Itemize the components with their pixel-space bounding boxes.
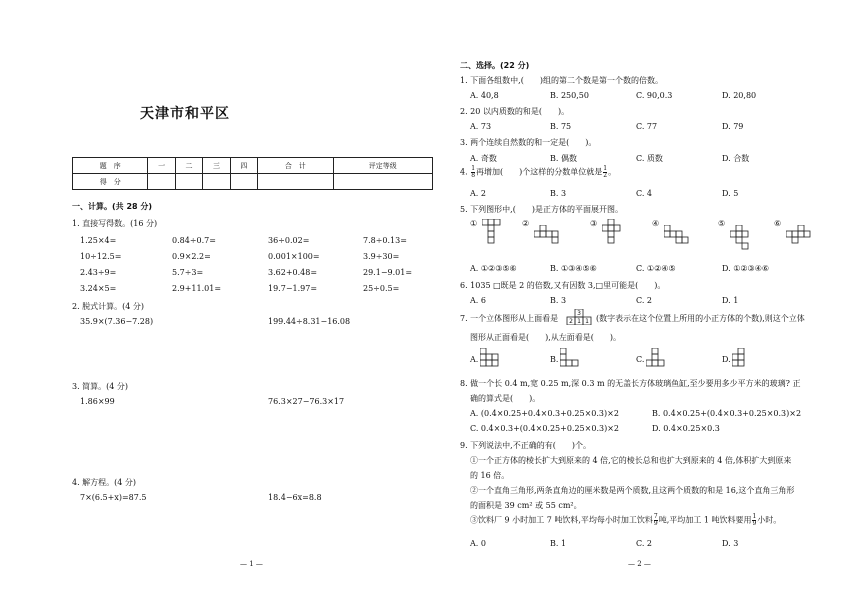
q4-number: 4. [460,167,468,177]
option[interactable]: D. 合数 [722,154,750,163]
statement: ①一个正方体的棱长扩大到原来的 4 倍,它的棱长总和也扩大到原来的 4 倍,体积扩大到原来 [470,456,792,465]
statement: 的 16 倍。 [470,471,510,480]
option[interactable]: D. 5 [722,189,739,198]
question-stem: 6. 1035 □既是 2 的倍数,又有因数 3,□里可能是( )。 [460,281,666,290]
question-stem: 8. 做一个长 0.4 m,宽 0.25 m,深 0.3 m 的无盖长方体玻璃鱼缸,至少要用多少平方米的玻璃? 正 [460,379,801,388]
score-header-cell: 三 [203,158,230,174]
question-label: 3. 简算。(4 分) [72,382,129,391]
option[interactable]: B. 3 [550,189,567,198]
option[interactable]: B. 250,50 [550,91,589,100]
option[interactable]: D. 3 [722,539,739,548]
option[interactable]: A. 2 [470,189,486,198]
fraction: $\frac{1}{9}$ [752,513,757,527]
figure-mark: ② [522,219,530,228]
fraction: $\frac{7}{9}$ [653,513,658,527]
calc-item: 29.1−9.01= [363,268,413,277]
option[interactable]: A. 奇数 [470,154,497,163]
section-heading: 二、选择。(22 分) [460,61,530,70]
fraction: $\frac{1}{2}$ [603,165,608,179]
option[interactable]: D. 0.4×0.25×0.3 [652,424,720,433]
option[interactable]: D. ①②③④⑥ [722,264,770,273]
score-header-cell: 一 [148,158,175,174]
expression: 1.86×99 [80,397,115,406]
option[interactable]: D. 20,80 [722,91,757,100]
option[interactable]: B. [550,355,559,364]
option[interactable]: A. 6 [470,296,486,305]
question-stem: 确的算式是( )。 [470,394,541,403]
top-view-number: 3 [577,310,581,317]
option[interactable]: A. [470,355,479,364]
top-view-number: 1 [577,318,581,325]
figure-mark: ① [470,219,478,228]
question-stem: 2. 20 以内质数的和是( )。 [460,107,570,116]
view-figure [480,348,506,368]
q4-post: 。 [608,167,617,177]
option[interactable]: C. [636,355,645,364]
calc-item: 36÷0.02= [268,236,310,245]
option[interactable]: B. ①③④⑤⑥ [550,264,597,273]
calc-item: 2.43÷9= [80,268,117,277]
question-stem: 5. 下列图形中,( )是正方体的平面展开图。 [460,205,623,214]
statement [470,514,781,527]
option[interactable]: A. 0 [470,539,486,548]
option[interactable]: B. 1 [550,539,567,548]
question-stem [460,166,616,179]
figure-mark: ⑥ [774,219,782,228]
option[interactable]: C. 77 [636,122,658,131]
fraction: $\frac{1}{8}$ [471,165,476,179]
top-view-number: 2 [569,318,573,325]
cube-net-figure [730,225,754,255]
page-title: 天津市和平区 [140,106,230,122]
score-cell[interactable] [230,174,257,190]
question-label: 4. 解方程。(4 分) [72,478,137,487]
calc-item: 19.7−1.97= [268,284,318,293]
question-stem: 1. 下面各组数中,( )组的第二个数是第一个数的倍数。 [460,76,663,85]
score-header-cell: 合 计 [258,158,333,174]
option[interactable]: D. 1 [722,296,739,305]
question-stem: 3. 两个连续自然数的和一定是( )。 [460,138,597,147]
q4-mid: 再增加( )个这样的分数单位就是 [476,167,603,177]
calc-item: 5.7÷3= [172,268,204,277]
view-figure [560,348,586,368]
calc-item: 0.84÷0.7= [172,236,216,245]
calc-item: 25÷0.5= [363,284,400,293]
calc-item: 0.001×100= [268,252,320,261]
calc-item: 3.9÷30= [363,252,400,261]
option[interactable]: B. 偶数 [550,154,577,163]
score-cell[interactable] [148,174,175,190]
calc-item: 1.25×4= [80,236,117,245]
option[interactable]: C. 90,0.3 [636,91,673,100]
option[interactable]: A. 73 [470,122,492,131]
score-header-cell: 二 [175,158,202,174]
cube-net-figure [482,219,506,251]
option[interactable]: C. 0.4×0.3+(0.4×0.25+0.25×0.3)×2 [470,424,619,433]
option[interactable]: C. 2 [636,539,653,548]
question-label: 2. 脱式计算。(4 分) [72,302,145,311]
question-stem: 9. 下列说法中,不正确的有( )个。 [460,441,591,450]
option[interactable]: B. 3 [550,296,567,305]
view-figure [646,348,672,368]
score-cell[interactable] [258,174,333,190]
option[interactable]: C. ①②④⑤ [636,264,676,273]
statement: 的面积是 39 cm² 或 55 cm²。 [470,501,582,510]
score-header-cell: 四 [230,158,257,174]
statement-text: 小时。 [757,515,782,525]
figure-mark: ⑤ [718,219,726,228]
cube-net-figure [786,225,822,249]
option[interactable]: B. 0.4×0.25+(0.4×0.3+0.25×0.3)×2 [652,409,802,418]
option[interactable]: D. [722,355,731,364]
question-stem: (数字表示在这个位置上所用的小正方体的个数),则这个立体 [596,314,805,323]
figure-mark: ④ [652,219,660,228]
score-table [72,157,433,190]
option[interactable]: D. 79 [722,122,744,131]
score-cell[interactable] [203,174,230,190]
question-stem: 图形从正面看是( ),从左面看是( )。 [470,333,622,342]
option[interactable]: C. 质数 [636,154,663,163]
option[interactable]: C. 4 [636,189,653,198]
cube-net-figure [602,219,626,251]
expression: 199.44÷8.31−16.08 [268,317,351,326]
equation: 7×(6.5+x)=87.5 [80,493,147,502]
option[interactable]: A. 40,8 [470,91,499,100]
calc-item: 2.9+11.01= [172,284,222,293]
top-view-number: 1 [585,318,589,325]
cube-net-figure [534,225,570,249]
score-row-label: 得 分 [73,174,148,190]
expression: 35.9×(7.36−7.28) [80,317,154,326]
expression: 76.3×27−76.3×17 [268,397,345,406]
score-header-cell: 题 序 [73,158,148,174]
score-header-cell: 评定等级 [333,158,432,174]
statement: ②一个直角三角形,两条直角边的厘米数是两个质数,且这两个质数的和是 16,这个直角三角形 [470,486,795,495]
option[interactable]: C. 2 [636,296,653,305]
calc-item: 0.9×2.2= [172,252,211,261]
option[interactable]: A. ①②③⑤⑥ [470,264,517,273]
equation: 18.4−6x=8.8 [268,493,322,502]
section-heading: 一、计算。(共 28 分) [72,202,153,211]
calc-item: 10÷12.5= [80,252,122,261]
page-number: — 1 — [240,560,263,568]
calc-item: 3.24×5= [80,284,117,293]
statement-text: 吨,平均加工 1 吨饮料要用 [658,515,752,525]
question-stem: 7. 一个立体图形从上面看是 [460,314,559,323]
score-cell[interactable] [175,174,202,190]
calc-item: 3.62+0.48= [268,268,318,277]
score-cell[interactable] [333,174,432,190]
page-number: — 2 — [628,560,651,568]
question-label: 1. 直接写得数。(16 分) [72,219,158,228]
figure-mark: ③ [590,219,598,228]
option[interactable]: B. 75 [550,122,572,131]
cube-net-figure [664,225,700,249]
view-figure [732,348,758,368]
statement-text: ③饮料厂 9 小时加工 7 吨饮料,平均每小时加工饮料 [470,515,653,525]
option[interactable]: A. (0.4×0.25+0.4×0.3+0.25×0.3)×2 [470,409,619,418]
top-view-figure [565,309,595,325]
calc-item: 7.8÷0.13= [363,236,407,245]
